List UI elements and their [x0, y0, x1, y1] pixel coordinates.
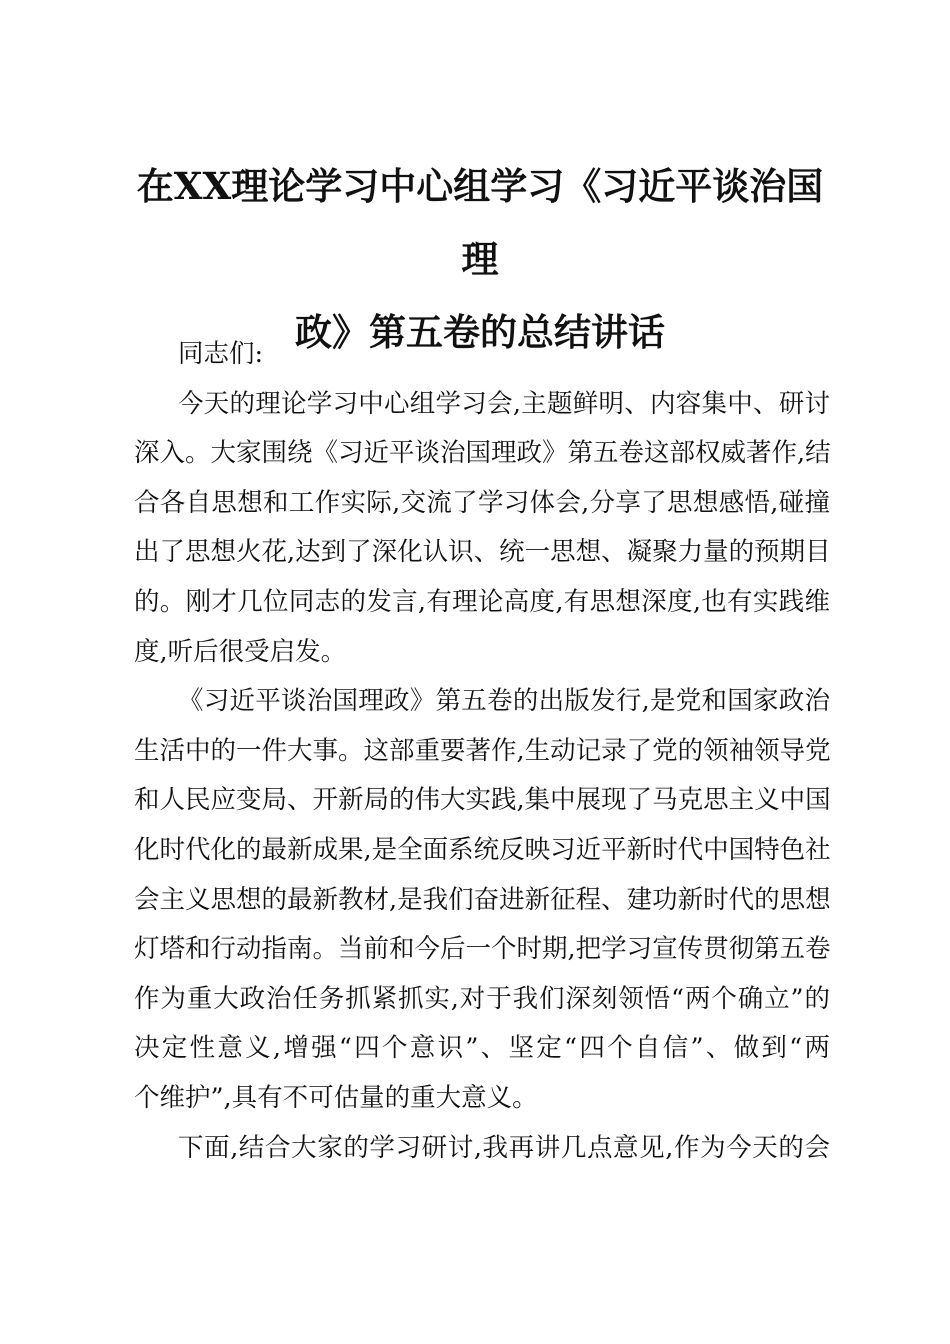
- text-line: 会主义思想的最新教材,是我们奋进新征程、建功新时代的思想: [134, 884, 831, 915]
- text-line: 灯塔和行动指南。当前和今后一个时期,把学习宣传贯彻第五卷: [134, 934, 831, 965]
- document-body: [134, 330, 830, 1173]
- text-line: 生活中的一件大事。这部重要著作,生动记录了党的领袖领导党: [134, 735, 831, 766]
- paragraph-significance: [134, 677, 830, 1123]
- title-line: 政》第五卷的总结讲话: [295, 310, 665, 354]
- text-line: 度,听后很受启发。: [134, 636, 347, 667]
- text-line: 下面,结合大家的学习研讨,我再讲几点意见,作为今天的会: [178, 1132, 830, 1163]
- text-line: 决定性意义,增强“四个意识”、坚定“四个自信”、做到“两: [134, 1033, 830, 1064]
- text-line: 出了思想火花,达到了深化认识、统一思想、凝聚力量的预期目: [134, 537, 831, 568]
- text-line: 化时代化的最新成果,是全面系统反映习近平新时代中国特色社: [134, 834, 831, 865]
- text-line: 和人民应变局、开新局的伟大实践,集中展现了马克思主义中国: [134, 785, 831, 816]
- text-line: 个维护”,具有不可估量的重大意义。: [134, 1082, 538, 1113]
- text-line: 的。刚才几位同志的发言,有理论高度,有思想深度,也有实践维: [134, 586, 830, 617]
- salutation-paragraph: [134, 330, 830, 380]
- text-line: 今天的理论学习中心组学习会,主题鲜明、内容集中、研讨: [178, 388, 830, 419]
- paragraph-opening: [134, 380, 830, 678]
- text-line: 深入。大家围绕《习近平谈治国理政》第五卷这部权威著作,结: [134, 438, 831, 469]
- title-line: 在XX理论学习中心组学习《习近平谈治国理: [136, 164, 824, 281]
- text-line: 《习近平谈治国理政》第五卷的出版发行,是党和国家政治: [178, 686, 830, 717]
- salutation: 同志们:: [178, 339, 264, 369]
- paragraph-next: [134, 1124, 830, 1174]
- text-line: 作为重大政治任务抓紧抓实,对于我们深刻领悟“两个确立”的: [134, 983, 830, 1014]
- text-line: 合各自思想和工作实际,交流了学习体会,分享了思想感悟,碰撞: [134, 487, 830, 518]
